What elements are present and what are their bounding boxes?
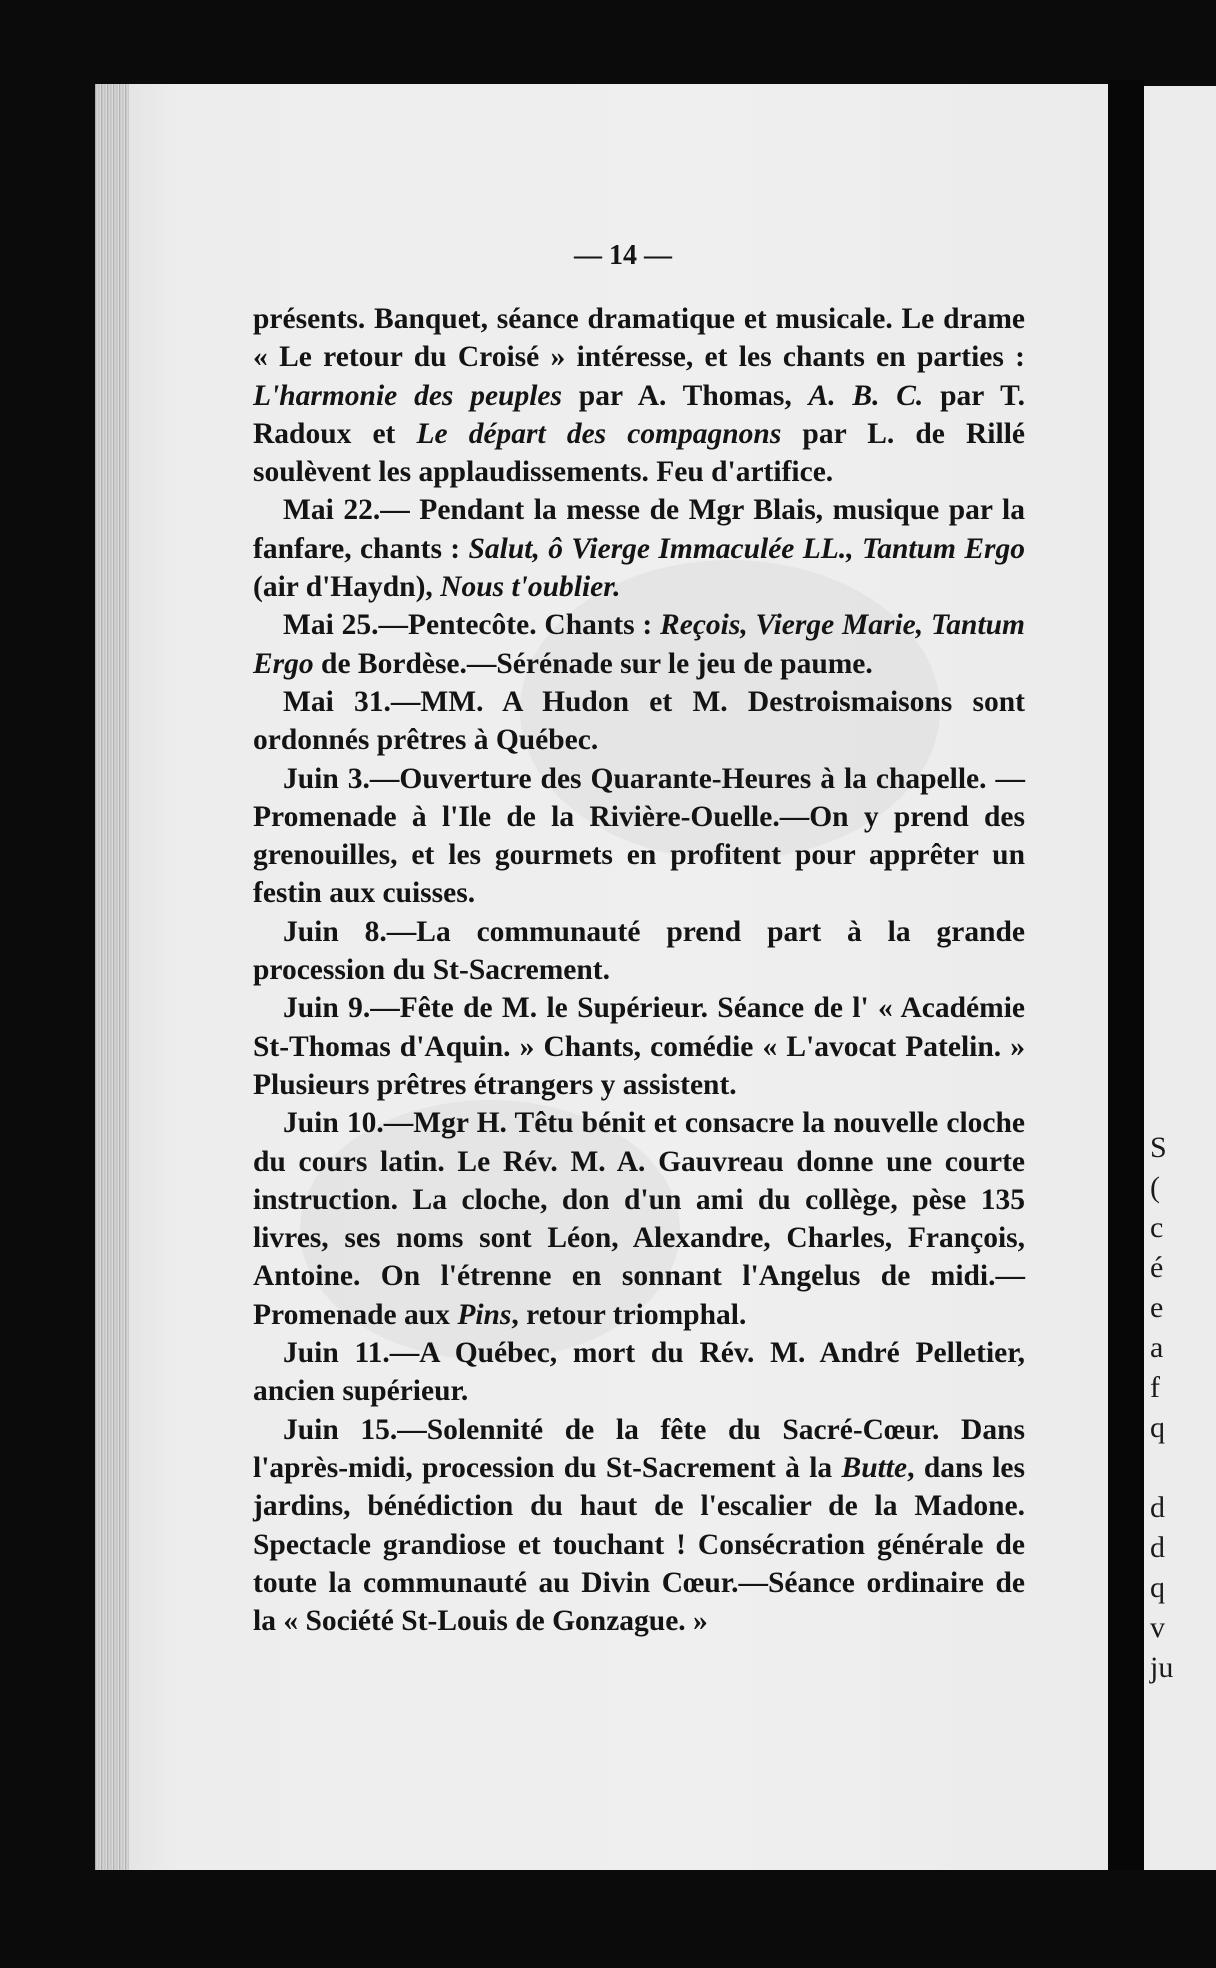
page-number: — 14 — [574, 240, 672, 271]
gutter-shadow [1108, 80, 1144, 1870]
next-page-fragment: é [1150, 1251, 1164, 1284]
next-page-fragment: v [1150, 1611, 1165, 1644]
paragraph: Juin 10.—Mgr H. Têtu bénit et consacre la nouvelle cloche du cours latin. Le Rév. M. A. Gauvreau donne une courte instruction. La cloche, don d'un ami du collège, pèse 135 livres, ses noms sont Léon, Alexandre, Charles, François, Antoine. On l'étrenne en sonnant l'Angelus de midi.—Promenade aux Pins, retour triomphal. [253, 1107, 1025, 1331]
paragraph: Mai 22.— Pendant la messe de Mgr Blais, musique par la fanfare, chants : Salut, ô Vierge Immaculée LL., Tantum Ergo (air d'Haydn), Nous t'oublier. [253, 494, 1025, 604]
next-page-edge [1144, 86, 1216, 1870]
next-page-fragment: f [1150, 1371, 1160, 1404]
paragraph: Juin 3.—Ouverture des Quarante-Heures à la chapelle. —Promenade à l'Ile de la Rivière-Ouelle.—On y prend des grenouilles, et les gourmets en profitent pour apprêter un festin aux cuisses. [253, 762, 1025, 910]
paragraph: Juin 9.—Fête de M. le Supérieur. Séance de l' « Académie St-Thomas d'Aquin. » Chants, comédie « L'avocat Patelin. » Plusieurs prêtres étrangers y assistent. [253, 992, 1025, 1101]
next-page-fragment: c [1150, 1211, 1164, 1244]
page-binding-edge [95, 84, 129, 1870]
next-page-fragment: q [1150, 1571, 1165, 1604]
next-page-fragment: a [1150, 1331, 1164, 1364]
paragraph: Juin 8.—La communauté prend part à la grande procession du St-Sacrement. [253, 915, 1025, 987]
body-text [253, 300, 1025, 1640]
next-page-fragment: d [1150, 1531, 1165, 1564]
paragraph: Juin 11.—A Québec, mort du Rév. M. André Pelletier, ancien supérieur. [253, 1337, 1025, 1408]
next-page-fragment: q [1150, 1411, 1165, 1444]
next-page-fragment: ju [1150, 1651, 1174, 1684]
paragraph: Mai 25.—Pentecôte. Chants : Reçois, Vierge Marie, Tantum Ergo de Bordèse.—Sérénade sur le jeu de paume. [253, 609, 1025, 680]
paragraph: Juin 15.—Solennité de la fête du Sacré-Cœur. Dans l'après-midi, procession du St-Sacrement à la Butte, dans les jardins, bénédiction du haut de l'escalier de la Madone. Spectacle grandiose et touchant ! Consécration générale de toute la communauté au Divin Cœur.—Séance ordinaire de la « Société St-Louis de Gonzague. » [253, 1413, 1025, 1638]
next-page-fragment: e [1150, 1291, 1164, 1324]
paragraph: Mai 31.—MM. A Hudon et M. Destroismaisons sont ordonnés prêtres à Québec. [253, 685, 1025, 757]
next-page-fragment: d [1150, 1491, 1165, 1524]
next-page-fragment: ( [1150, 1171, 1160, 1204]
next-page-fragment: S [1150, 1131, 1167, 1164]
paragraph: présents. Banquet, séance dramatique et musicale. Le drame « Le retour du Croisé » intéresse, et les chants en parties : L'harmonie des peuples par A. Thomas, A. B. C. par T. Radoux et Le départ des compagnons par L. de Rillé soulèvent les applaudissements. Feu d'artifice. [253, 303, 1025, 489]
